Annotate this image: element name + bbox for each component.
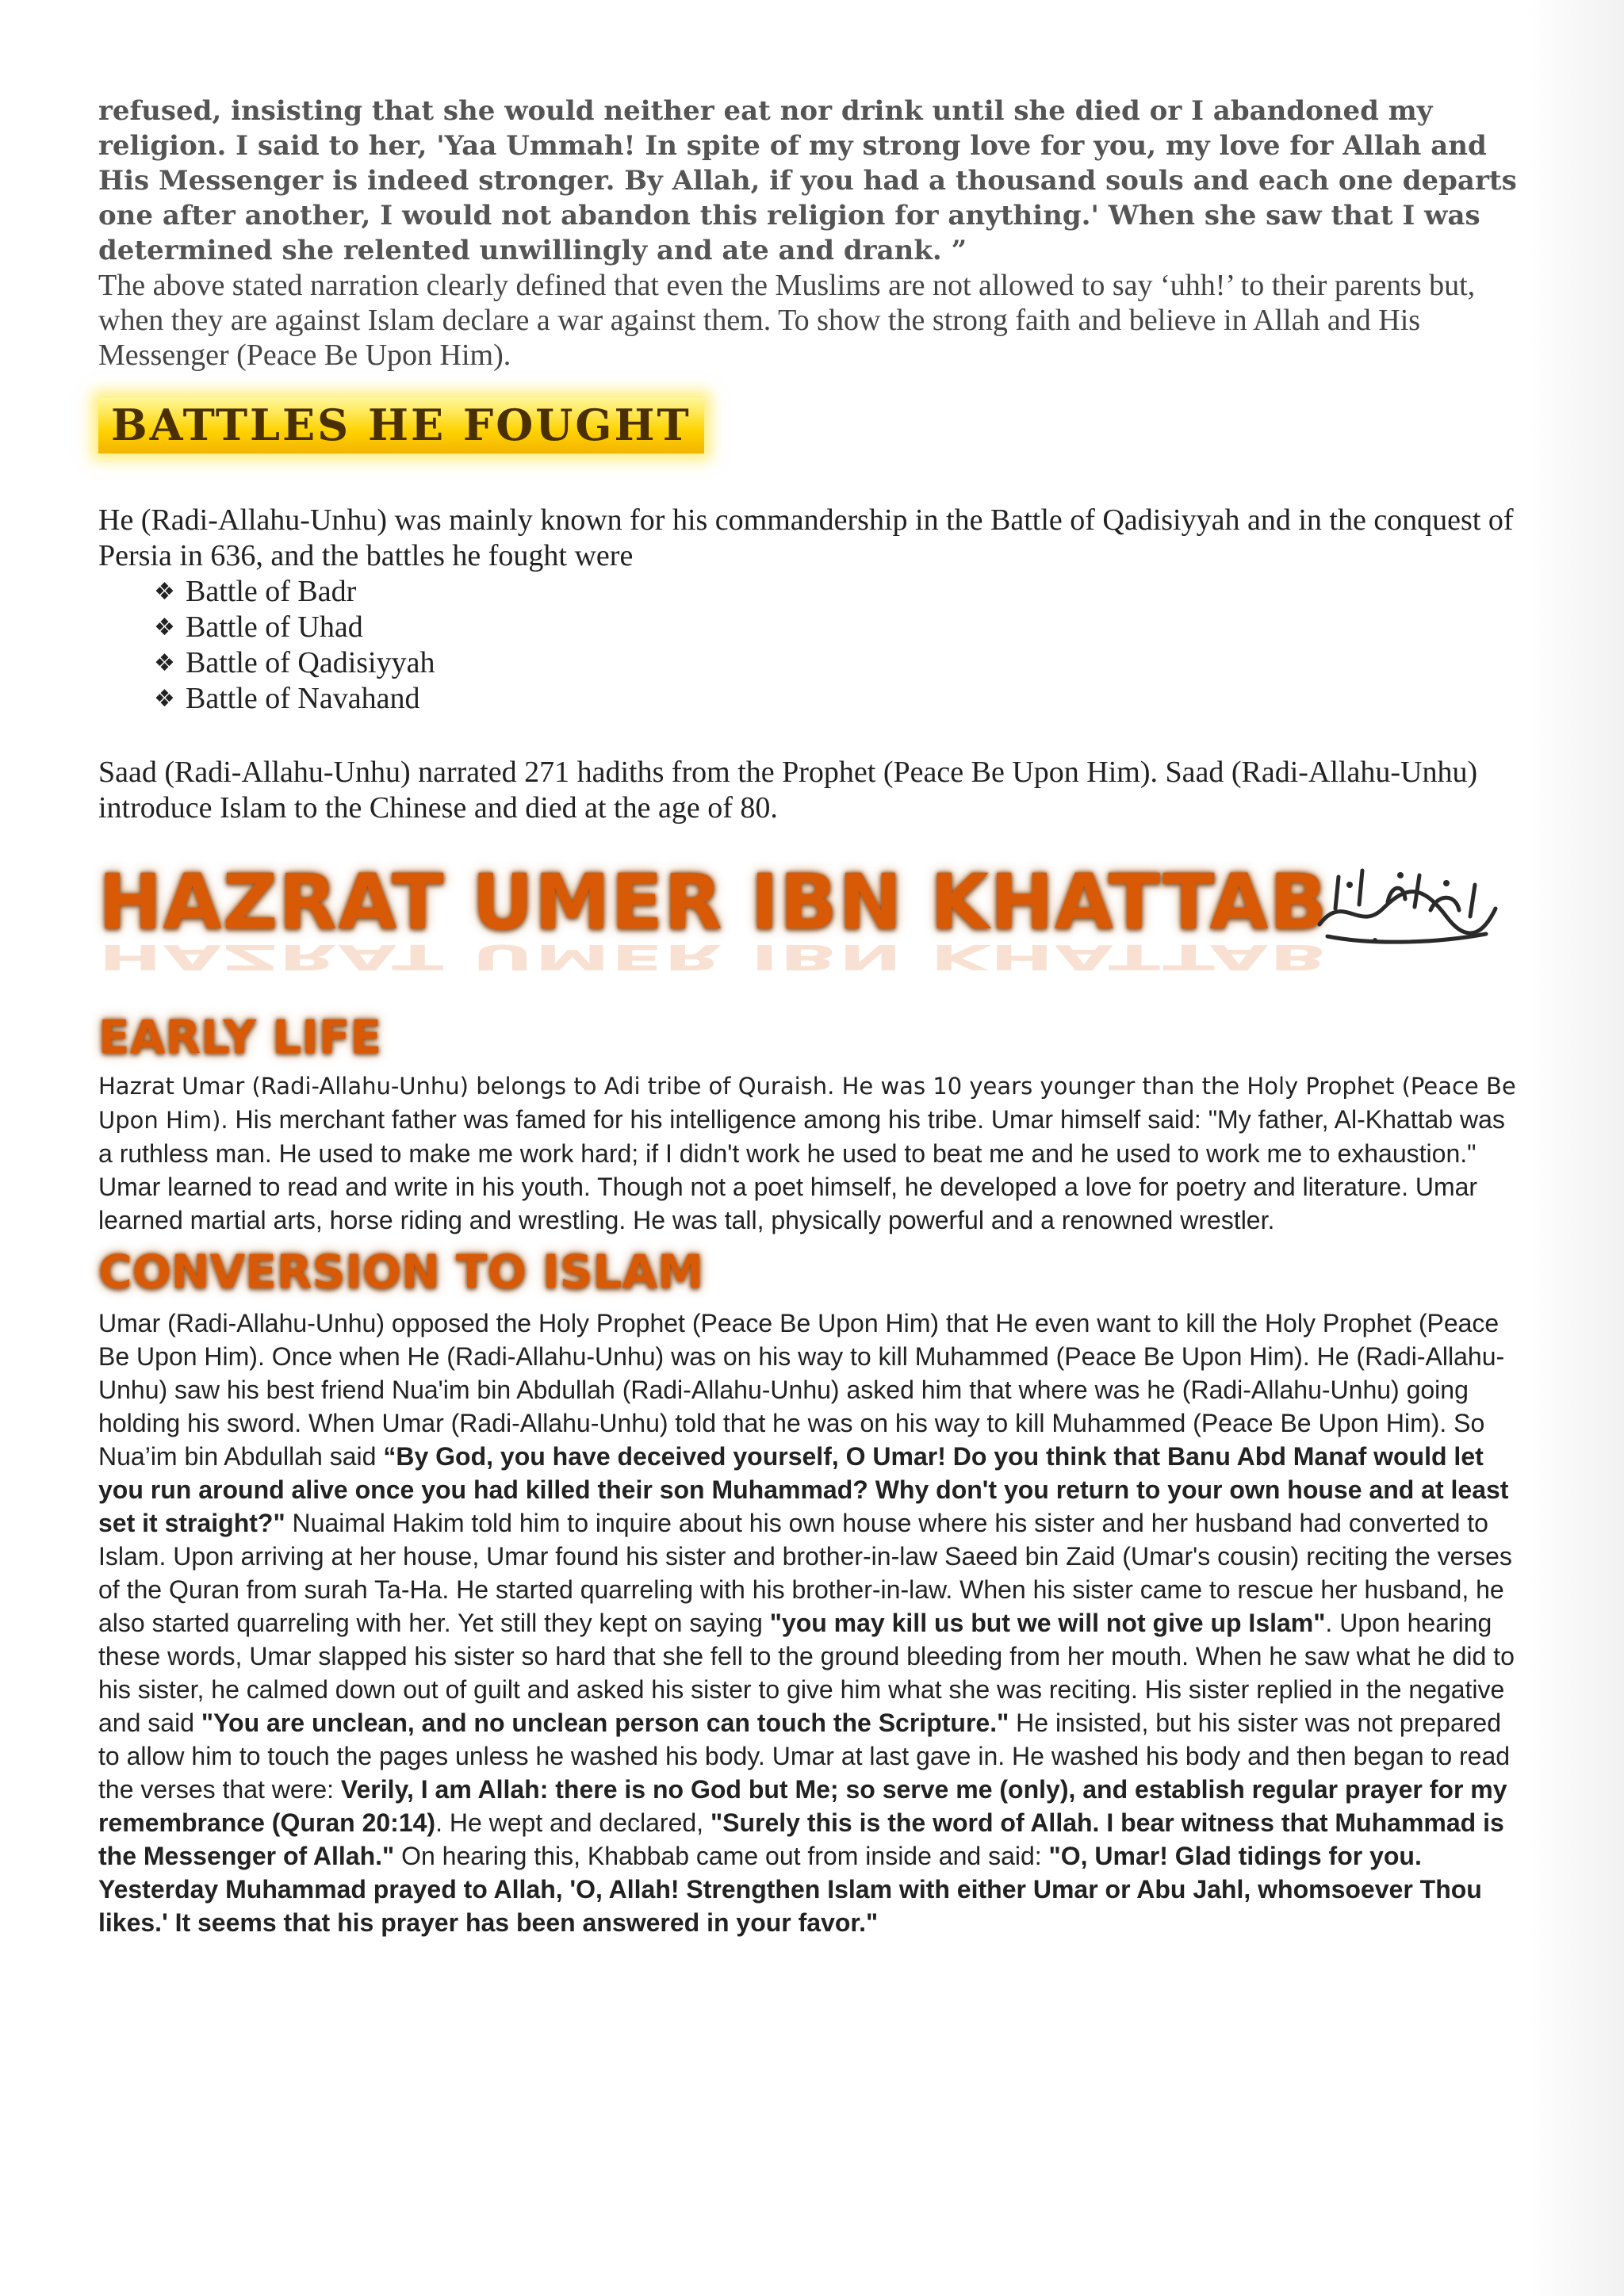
list-item [154,645,1526,681]
list-item [154,681,1526,717]
page-title: HAZRAT UMER IBN KHATTAB [98,858,1328,947]
diamond-bullet-icon: ❖ [154,578,175,606]
diamond-bullet-icon: ❖ [154,649,175,677]
list-item [154,610,1526,645]
umer-title-block [98,858,1526,1008]
battle-label: Battle of Qadisiyyah [186,646,435,679]
list-item [154,574,1526,610]
conversion-quote: "You are unclean, and no unclean person can touch the Scripture." [201,1709,1009,1737]
diamond-bullet-icon: ❖ [154,614,175,641]
conversion-heading: CONVERSION TO ISLAM [98,1245,703,1299]
early-life-lead: Hazrat Umar (Radi-Allahu-Unhu) belongs to Adi tribe of Quraish. He was 10 years younger than the Holy Prophet (Peace Be Upon Him). [98,1073,1516,1134]
early-life-rest: His merchant father was famed for his intelligence among his tribe. Umar himself said: "My father, Al-Khattab was a ruthless man. He used to make me work hard; if I didn't work he used to beat me and he used to work me to exhaustion." Umar learned to read and write in his youth. Though not a poet himself, he developed a love for poetry and literature. Umar learned martial arts, horse riding and wrestling. He was tall, physically powerful and a renowned wrestler. [98,1105,1505,1234]
battles-heading: BATTLES HE FOUGHT [98,398,704,453]
narration-commentary: The above stated narration clearly defined that even the Muslims are not allowed to say ‘uhh!’ to their parents but, when they are against Islam declare a war against them. To show the strong faith and believe in Allah and His Messenger (Peace Be Upon Him). [98,269,1476,372]
conversion-part: . Upon hearing these words, Umar slapped his sister so hard that she fell to the ground bleeding from her mouth. When he saw what he did to his sister, he calmed down out of guilt and asked his sister to give him what she was reciting. His sister replied in the negative and said [98,1609,1515,1737]
battles-list [98,574,1526,717]
early-life-heading: EARLY LIFE [98,1010,382,1064]
conversion-quote: “By God, you have deceived yourself, O Umar! Do you think that Banu Abd Manaf would let you run around alive once you had killed their son Muhammad? Why don't you return to your own house and at least set it straight?" [98,1442,1509,1537]
arabic-calligraphy-seal-icon [1312,861,1502,948]
conversion-part: He insisted, but his sister was not prepared to allow him to touch the pages unless he washed his body. Umar at last gave in. He washed his body and then began to read the verses that were: [98,1709,1511,1804]
document-body [98,94,1526,1939]
conversion-quote: "O, Umar! Glad tidings for you. Yesterday Muhammad prayed to Allah, 'O, Allah! Strengthen Islam with either Umar or Abu Jahl, whomsoever Thou likes.' It seems that his prayer has been answered in your favor." [98,1842,1482,1937]
conversion-part: . He wept and declared, [435,1808,710,1837]
conversion-part: Nuaimal Hakim told him to inquire about his own house where his sister and her husband had converted to Islam. Upon arriving at her house, Umar found his sister and brother-in-law Saeed bin Zaid (Umar's cousin) reciting the verses of the Quran from surah Ta-Ha. He started quarreling with his brother-in-law. When his sister came to rescue her husband, he also started quarreling with her. Yet still they kept on saying [98,1509,1512,1637]
battle-label: Battle of Navahand [186,682,420,715]
battles-closing: Saad (Radi-Allahu-Unhu) narrated 271 hadiths from the Prophet (Peace Be Upon Him). Saad (Radi-Allahu-Unhu) introduce Islam to the Chinese and died at the age of 80. [98,756,1478,825]
early-life-text [98,1069,1526,1237]
battles-heading-wrap [98,398,1526,453]
conversion-quote: Verily, I am Allah: there is no God but Me; so serve me (only), and establish regular prayer for my remembrance (Quran 20:14) [98,1775,1507,1837]
narration-quote: refused, insisting that she would neither eat nor drink until she died or I abandoned my religion. I said to her, 'Yaa Ummah! In spite of my strong love for you, my love for Allah and His Messenger is indeed stronger. By Allah, if you had a thousand souls and each one departs one after another, I would not abandon this religion for anything.' When she saw that I was determined she relented unwillingly and ate and drank. ” [98,95,1517,266]
battle-label: Battle of Uhad [186,610,363,644]
conversion-text [98,1307,1526,1939]
conversion-quote: "you may kill us but we will not give up Islam" [769,1609,1326,1637]
battle-label: Battle of Badr [186,575,357,608]
title-reflection: HAZRAT UMER IBN KHATTAB [98,936,1328,977]
conversion-quote: "Surely this is the word of Allah. I bear witness that Muhammad is the Messenger of Allah." [98,1808,1504,1870]
diamond-bullet-icon: ❖ [154,685,175,713]
conversion-part: On hearing this, Khabbab came out from inside and said: [394,1842,1049,1870]
battles-intro: He (Radi-Allahu-Unhu) was mainly known for his commandership in the Battle of Qadisiyyah and in the conquest of Persia in 636, and the battles he fought were [98,503,1514,572]
conversion-part: Umar (Radi-Allahu-Unhu) opposed the Holy Prophet (Peace Be Upon Him) that He even want to kill the Holy Prophet (Peace Be Upon Him). Once when He (Radi-Allahu-Unhu) was on his way to kill Muhammed (Peace Be Upon Him). He (Radi-Allahu-Unhu) saw his best friend Nua'im bin Abdullah (Radi-Allahu-Unhu) asked him that where was he (Radi-Allahu-Unhu) going holding his sword. When Umar (Radi-Allahu-Unhu) told that he was on his way to kill Muhammed (Peace Be Upon Him). So Nua’im bin Abdullah said [98,1309,1505,1471]
